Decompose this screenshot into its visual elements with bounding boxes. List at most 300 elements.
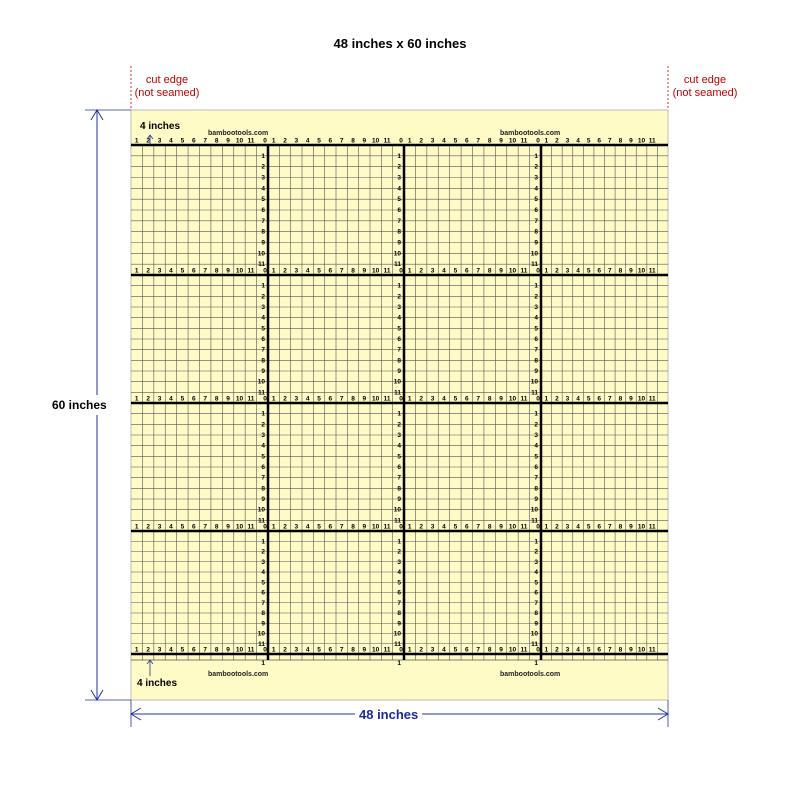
ruler-number-horizontal: 4: [169, 267, 173, 275]
ruler-number-horizontal: 7: [339, 137, 344, 145]
ruler-number-horizontal: 8: [214, 137, 219, 145]
ruler-number-vertical: 3: [397, 558, 401, 566]
ruler-number-vertical: 4: [397, 314, 401, 322]
ruler-number-horizontal: 8: [214, 267, 219, 275]
ruler-number-horizontal: 1: [134, 523, 139, 531]
ruler-number-vertical: 9: [397, 620, 401, 628]
ruler-number-horizontal: 4: [442, 267, 446, 275]
ruler-number-vertical: 3: [261, 558, 265, 566]
ruler-number-horizontal: 1: [134, 646, 139, 654]
ruler-number-horizontal: 6: [328, 137, 333, 145]
ruler-number-horizontal: 2: [555, 137, 559, 145]
ruler-number-horizontal: 3: [430, 137, 435, 145]
ruler-number-horizontal: 5: [180, 395, 185, 403]
ruler-number-vertical: 3: [261, 304, 265, 311]
ruler-number-horizontal: 7: [607, 267, 612, 275]
ruler-number-vertical: 8: [397, 228, 401, 236]
ruler-number-horizontal: 2: [419, 523, 423, 531]
ruler-number-horizontal: 5: [453, 267, 458, 275]
ruler-number-vertical: 3: [534, 304, 538, 311]
ruler-zero-label: 0: [536, 523, 540, 531]
cut-edge-left-line2: (not seamed): [134, 87, 200, 99]
ruler-number-vertical: 9: [534, 239, 538, 247]
ruler-number-vertical: 4: [261, 185, 265, 193]
ruler-number-horizontal: 8: [351, 395, 355, 403]
ruler-number-horizontal: 6: [328, 646, 333, 654]
ruler-number-horizontal: 2: [283, 395, 287, 403]
ruler-number-horizontal: 1: [407, 523, 412, 531]
ruler-number-horizontal: 3: [157, 646, 162, 654]
ruler-number-horizontal: 5: [453, 646, 458, 654]
ruler-number-horizontal: 11: [648, 646, 656, 654]
ruler-number-horizontal: 11: [247, 267, 255, 275]
ruler-number-horizontal: 3: [157, 395, 162, 403]
ruler-number-horizontal: 1: [271, 523, 276, 531]
ruler-number-horizontal: 8: [487, 137, 492, 145]
ruler-number-horizontal: 2: [555, 646, 559, 654]
cut-edge-right-line1: cut edge: [683, 74, 727, 86]
ruler-number-vertical: 2: [397, 163, 401, 171]
ruler-number-horizontal: 3: [430, 267, 435, 275]
ruler-number-horizontal: 11: [520, 395, 528, 403]
ruler-number-vertical: 11: [394, 261, 401, 269]
ruler-number-vertical: 6: [397, 589, 401, 597]
ruler-number-horizontal: 8: [618, 137, 623, 145]
ruler-number-horizontal: 5: [453, 137, 458, 145]
ruler-number-horizontal: 9: [499, 646, 503, 654]
ruler-number-horizontal: 10: [372, 523, 380, 531]
ruler-number-horizontal: 7: [476, 523, 481, 531]
ruler-number-vertical: 9: [534, 496, 538, 503]
ruler-number-vertical: 3: [534, 174, 538, 182]
ruler-number-vertical: 7: [397, 217, 401, 225]
watermark-bottom-left: bambootools.com: [208, 671, 269, 678]
ruler-number-horizontal: 10: [637, 646, 646, 654]
ruler-number-vertical: 5: [534, 325, 538, 333]
ruler-number-horizontal: 4: [169, 395, 173, 403]
ruler-number-horizontal: 11: [520, 646, 528, 654]
ruler-number-horizontal: 9: [629, 523, 633, 531]
ruler-number-vertical: 10: [257, 250, 265, 258]
page-title: 48 inches x 60 inches: [333, 36, 467, 51]
ruler-number-vertical: 3: [534, 432, 538, 439]
ruler-number-horizontal: 5: [317, 395, 321, 403]
ruler-number-horizontal: 5: [586, 137, 591, 145]
ruler-number-horizontal: 5: [180, 646, 185, 654]
ruler-number-horizontal: 7: [203, 523, 208, 531]
ruler-zero-label: 0: [263, 523, 267, 531]
ruler-number-vertical: 11: [258, 517, 265, 525]
ruler-number-horizontal: 5: [317, 646, 321, 654]
ruler-number-vertical: 3: [397, 304, 401, 311]
ruler-number-horizontal: 10: [372, 267, 380, 275]
ruler-number-vertical: 2: [261, 163, 265, 171]
ruler-number-vertical: 7: [261, 474, 265, 482]
ruler-number-horizontal: 7: [203, 267, 208, 275]
ruler-number-horizontal: 4: [305, 395, 310, 403]
ruler-number-horizontal: 4: [576, 395, 580, 403]
ruler-number-horizontal: 9: [226, 646, 230, 654]
ruler-number-vertical: 6: [261, 207, 265, 214]
ruler-number-horizontal: 6: [191, 523, 196, 531]
ruler-number-horizontal: 5: [317, 267, 321, 275]
ruler-number-horizontal: 2: [419, 137, 423, 145]
ruler-number-vertical: 9: [397, 496, 401, 503]
ruler-number-horizontal: 1: [134, 137, 139, 145]
ruler-number-vertical: 9: [397, 239, 401, 247]
ruler-number-vertical: 8: [397, 610, 401, 617]
ruler-number-horizontal: 4: [576, 523, 580, 531]
ruler-number-horizontal: 10: [508, 646, 517, 654]
ruler-number-horizontal: 3: [157, 267, 162, 275]
cut-edge-dashes: [131, 66, 668, 110]
ruler-number-horizontal: 10: [235, 267, 244, 275]
ruler-number-horizontal: 7: [607, 646, 612, 654]
ruler-number-horizontal: 5: [180, 523, 185, 531]
ruler-number-horizontal: 11: [247, 395, 255, 403]
ruler-number-horizontal: 9: [226, 267, 230, 275]
ruler-number-vertical: 1: [534, 152, 538, 160]
ruler-number-horizontal: 3: [565, 646, 570, 654]
ruler-number-horizontal: 9: [362, 267, 367, 275]
ruler-number-horizontal: 9: [362, 395, 367, 403]
ruler-number-horizontal: 9: [499, 523, 503, 531]
ruler-number-horizontal: 11: [648, 395, 656, 403]
ruler-number-vertical: 10: [393, 630, 401, 638]
ruler-number-vertical: 1: [261, 410, 265, 418]
ruler-number-vertical: 1: [261, 538, 265, 546]
ruler-number-vertical: 6: [261, 464, 265, 471]
ruler-number-vertical: 5: [261, 325, 265, 333]
width-dimension-label: 48 inches: [355, 707, 422, 722]
ruler-number-vertical: 4: [397, 185, 401, 193]
ruler-number-vertical: 7: [534, 217, 538, 225]
ruler-zero-label: 0: [399, 267, 403, 275]
ruler-number-vertical: 11: [394, 640, 401, 648]
ruler-number-horizontal: 4: [305, 267, 310, 275]
ruler-number-vertical: 7: [261, 217, 265, 225]
ruler-number-horizontal: 10: [235, 646, 244, 654]
ruler-number-horizontal: 10: [235, 395, 244, 403]
ruler-number-vertical: 7: [534, 599, 538, 607]
ruler-number-vertical: 5: [397, 579, 401, 587]
ruler-number-horizontal: 8: [351, 523, 355, 531]
ruler-number-horizontal: 2: [419, 395, 423, 403]
ruler-number-horizontal: 7: [203, 646, 208, 654]
ruler-zero-label: 0: [399, 395, 403, 403]
ruler-number-vertical: 9: [261, 496, 265, 503]
ruler-number-horizontal: 6: [464, 646, 469, 654]
ruler-number-horizontal: 2: [283, 646, 287, 654]
ruler-number-horizontal: 8: [487, 523, 492, 531]
ruler-number-horizontal: 5: [586, 523, 591, 531]
ruler-number-vertical: 11: [531, 389, 538, 397]
ruler-number-horizontal: 2: [146, 523, 150, 531]
ruler-number-vertical: 10: [257, 378, 265, 386]
ruler-number-horizontal: 4: [169, 137, 173, 145]
ruler-number-horizontal: 2: [419, 646, 423, 654]
ruler-number-vertical: 2: [534, 421, 538, 429]
ruler-number-horizontal: 2: [146, 137, 150, 145]
ruler-number-vertical: 4: [534, 569, 538, 576]
ruler-number-horizontal: 6: [597, 137, 602, 145]
watermark-top-left: bambootools.com: [208, 130, 269, 137]
ruler-number-horizontal: 8: [351, 137, 355, 145]
ruler-number-horizontal: 8: [214, 395, 219, 403]
ruler-number-vertical: 1: [261, 282, 265, 290]
ruler-number-vertical: 10: [257, 506, 265, 514]
ruler-number-vertical: 5: [397, 453, 401, 461]
ruler-number-vertical: 6: [261, 589, 265, 597]
ruler-number-horizontal: 3: [157, 523, 162, 531]
ruler-number-horizontal: 1: [544, 646, 549, 654]
ruler-number-horizontal: 10: [637, 267, 646, 275]
cut-edge-right-line2: (not seamed): [672, 87, 738, 99]
ruler-number-vertical: 7: [397, 599, 401, 607]
ruler-number-horizontal: 7: [339, 646, 344, 654]
ruler-zero-label: 0: [263, 137, 267, 145]
ruler-number-horizontal: 3: [294, 395, 299, 403]
ruler-number-horizontal: 4: [576, 646, 580, 654]
ruler-number-horizontal: 4: [305, 137, 310, 145]
ruler-number-horizontal: 9: [499, 137, 503, 145]
ruler-number-horizontal: 9: [226, 395, 230, 403]
ruler-number-horizontal: 1: [271, 267, 276, 275]
ruler-number-vertical: 8: [397, 485, 401, 493]
ruler-number-horizontal: 8: [618, 267, 623, 275]
ruler-number-vertical: 4: [261, 569, 265, 576]
ruler-number-horizontal: 2: [419, 267, 423, 275]
ruler-number-horizontal: 10: [508, 137, 517, 145]
ruler-number-horizontal: 1: [271, 137, 276, 145]
ruler-number-horizontal: 2: [146, 267, 150, 275]
ruler-number-horizontal: 11: [383, 267, 391, 275]
ruler-number-vertical: 11: [531, 640, 538, 648]
height-dimension-label: 60 inches: [52, 398, 107, 412]
ruler-number-vertical: 11: [394, 517, 401, 525]
ruler-number-horizontal: 1: [407, 646, 412, 654]
ruler-number-horizontal: 2: [283, 267, 287, 275]
ruler-number-vertical: 5: [534, 579, 538, 587]
ruler-number-horizontal: 4: [442, 646, 446, 654]
ruler-number-vertical: 8: [261, 228, 265, 236]
ruler-number-horizontal: 5: [317, 137, 321, 145]
ruler-zero-label: 0: [263, 267, 267, 275]
ruler-zero-label: 0: [399, 523, 403, 531]
ruler-number-horizontal: 1: [544, 395, 549, 403]
ruler-number-horizontal: 5: [180, 137, 185, 145]
ruler-number-horizontal: 3: [294, 267, 299, 275]
ruler-number-vertical: 4: [261, 314, 265, 322]
ruler-number-horizontal: 3: [294, 646, 299, 654]
ruler-number-vertical: 10: [530, 250, 538, 258]
ruler-number-vertical: 2: [534, 293, 538, 301]
ruler-number-horizontal: 4: [305, 646, 310, 654]
ruler-number-vertical: 3: [534, 558, 538, 566]
ruler-number-horizontal: 4: [442, 137, 446, 145]
ruler-number-horizontal: 3: [157, 137, 162, 145]
ruler-number-vertical: 5: [261, 579, 265, 587]
ruler-number-vertical: 8: [261, 485, 265, 493]
ruler-number-horizontal: 6: [191, 267, 196, 275]
ruler-zero-label: 0: [536, 267, 540, 275]
ruler-number-vertical: 8: [534, 357, 538, 365]
ruler-number-vertical: 9: [261, 368, 265, 375]
ruler-number-vertical: 4: [534, 185, 538, 193]
ruler-number-vertical: 1: [397, 282, 401, 290]
ruler-number-horizontal: 11: [520, 267, 528, 275]
cut-edge-left-line1: cut edge: [145, 74, 189, 86]
ruler-number-vertical: 5: [397, 196, 401, 204]
ruler-number-vertical: 9: [534, 620, 538, 628]
ruler-number-horizontal: 6: [464, 395, 469, 403]
ruler-number-horizontal: 4: [169, 646, 173, 654]
ruler-number-horizontal: 9: [499, 267, 503, 275]
ruler-number-vertical: 4: [397, 569, 401, 576]
ruler-number-vertical: 8: [534, 610, 538, 617]
ruler-number-horizontal: 6: [597, 395, 602, 403]
ruler-number-horizontal: 8: [618, 395, 623, 403]
ruler-number-vertical: 1: [534, 282, 538, 290]
ruler-number-vertical: 10: [530, 630, 538, 638]
ruler-number-horizontal: 11: [648, 523, 656, 531]
ruler-number-horizontal: 6: [464, 137, 469, 145]
ruler-number-horizontal: 7: [607, 523, 612, 531]
ruler-number-vertical: 11: [394, 389, 401, 397]
ruler-number-horizontal: 4: [576, 267, 580, 275]
ruler-number-horizontal: 7: [607, 137, 612, 145]
ruler-number-horizontal: 7: [339, 267, 344, 275]
ruler-number-vertical: 10: [393, 250, 401, 258]
ruler-number-vertical: 2: [261, 293, 265, 301]
ruler-number-horizontal: 10: [508, 267, 517, 275]
ruler-number-horizontal: 1: [544, 523, 549, 531]
ruler-number-vertical: 6: [397, 464, 401, 471]
ruler-number-horizontal: 9: [499, 395, 503, 403]
ruler-zero-label: 0: [263, 646, 267, 654]
ruler-number-vertical: 6: [397, 336, 401, 343]
ruler-number-horizontal: 6: [597, 523, 602, 531]
ruler-number-vertical: 6: [534, 589, 538, 597]
ruler-number-horizontal: 3: [430, 646, 435, 654]
ruler-number-horizontal: 6: [328, 523, 333, 531]
ruler-number-vertical: 4: [261, 442, 265, 450]
ruler-number-vertical: 10: [530, 378, 538, 386]
ruler-number-horizontal: 9: [362, 137, 367, 145]
ruler-number-horizontal: 7: [203, 395, 208, 403]
ruler-number-horizontal: 3: [565, 267, 570, 275]
ruler-number-vertical: 4: [534, 314, 538, 322]
ruler-number-horizontal: 1: [544, 267, 549, 275]
ruler-number-horizontal: 11: [648, 137, 656, 145]
ruler-number-vertical: 2: [397, 421, 401, 429]
ruler-number-horizontal: 2: [283, 523, 287, 531]
ruler-number-horizontal: 8: [487, 267, 492, 275]
ruler-number-vertical: 7: [261, 346, 265, 354]
ruler-number-vertical: 1: [261, 152, 265, 160]
ruler-number-horizontal: 9: [362, 646, 367, 654]
ruler-number-vertical: 11: [258, 640, 265, 648]
ruler-number-horizontal: 1: [407, 395, 412, 403]
ruler-number-vertical: 5: [534, 453, 538, 461]
ruler-number-vertical: 8: [261, 357, 265, 365]
ruler-number-vertical: 11: [258, 261, 265, 269]
ruler-number-horizontal: 2: [283, 137, 287, 145]
ruler-number-horizontal: 11: [383, 137, 391, 145]
ruler-number-vertical: 8: [261, 610, 265, 617]
ruler-number-horizontal: 1: [271, 395, 276, 403]
ruler-number-horizontal: 8: [487, 395, 492, 403]
ruler-number-horizontal: 7: [203, 137, 208, 145]
ruler-number-vertical: 10: [393, 378, 401, 386]
ruler-number-horizontal: 10: [637, 523, 646, 531]
ruler-number-horizontal: 11: [247, 523, 255, 531]
ruler-number-horizontal: 10: [372, 646, 380, 654]
ruler-number-horizontal: 10: [637, 395, 646, 403]
ruler-number-horizontal: 8: [351, 267, 355, 275]
ruler-number-horizontal: 3: [565, 523, 570, 531]
ruler-zero-label: 0: [536, 395, 540, 403]
ruler-number-vertical: 10: [257, 630, 265, 638]
ruler-number-horizontal: 9: [629, 395, 633, 403]
ruler-number-vertical: 6: [397, 207, 401, 214]
ruler-number-horizontal: 2: [146, 646, 150, 654]
ruler-zero-label: 0: [399, 646, 403, 654]
ruler-number-vertical: 7: [397, 474, 401, 482]
ruler-number-vertical: 11: [258, 389, 265, 397]
ruler-number-horizontal: 1: [134, 267, 139, 275]
ruler-number-vertical: 3: [397, 432, 401, 439]
ruler-number-vertical: 11: [531, 517, 538, 525]
ruler-zero-label: 0: [536, 137, 540, 145]
ruler-number-vertical: 1: [534, 410, 538, 418]
ruler-number-horizontal: 4: [305, 523, 310, 531]
ruler-number-horizontal: 6: [464, 523, 469, 531]
ruler-number-horizontal: 4: [442, 395, 446, 403]
ruler-number-vertical: 7: [261, 599, 265, 607]
ruler-number-horizontal: 1: [134, 395, 139, 403]
ruler-number-horizontal: 3: [565, 395, 570, 403]
ruler-number-horizontal: 6: [464, 267, 469, 275]
ruler-number-horizontal: 6: [328, 267, 333, 275]
ruler-zero-label: 0: [263, 395, 267, 403]
ruler-number-horizontal: 6: [191, 137, 196, 145]
ruler-number-vertical: 2: [534, 548, 538, 556]
ruler-number-vertical: 5: [261, 453, 265, 461]
ruler-number-vertical: 1: [397, 660, 401, 667]
ruler-number-vertical: 8: [397, 357, 401, 365]
ruler-number-vertical: 8: [534, 485, 538, 493]
ruler-number-vertical: 3: [261, 174, 265, 182]
ruler-number-vertical: 1: [534, 538, 538, 546]
ruler-number-vertical: 9: [534, 368, 538, 375]
ruler-number-horizontal: 9: [226, 137, 230, 145]
ruler-number-vertical: 6: [534, 207, 538, 214]
ruler-number-vertical: 2: [261, 421, 265, 429]
ruler-number-horizontal: 8: [618, 523, 623, 531]
ruler-number-vertical: 9: [397, 368, 401, 375]
ruler-number-horizontal: 4: [169, 523, 173, 531]
ruler-number-vertical: 7: [397, 346, 401, 354]
ruler-number-vertical: 10: [530, 506, 538, 514]
ruler-number-horizontal: 11: [247, 646, 255, 654]
ruler-number-horizontal: 4: [576, 137, 580, 145]
ruler-number-vertical: 1: [397, 410, 401, 418]
ruler-number-horizontal: 3: [430, 523, 435, 531]
ruler-number-vertical: 7: [534, 346, 538, 354]
ruler-number-horizontal: 8: [487, 646, 492, 654]
ruler-number-vertical: 5: [261, 196, 265, 204]
